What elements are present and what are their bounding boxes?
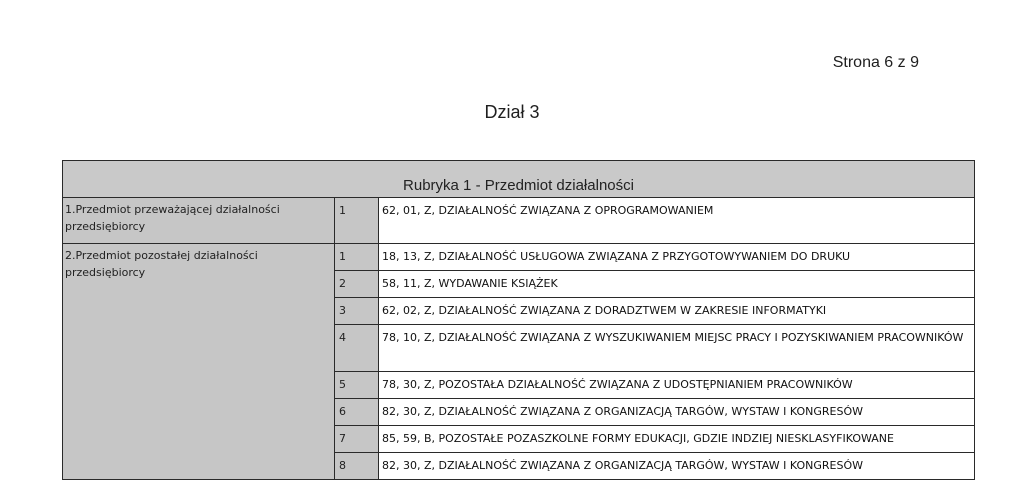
activity-value: 62, 02, Z, DZIAŁALNOŚĆ ZWIĄZANA Z DORADZTWEM W ZAKRESIE INFORMATYKI: [379, 298, 975, 325]
main-activity-label: 1.Przedmiot przeważającej działalności przedsiębiorcy: [63, 198, 335, 244]
page-number: Strona 6 z 9: [832, 54, 919, 71]
activity-value: 78, 10, Z, DZIAŁALNOŚĆ ZWIĄZANA Z WYSZUKIWANIEM MIEJSC PRACY I POZYSKIWANIEM PRACOWNIKÓW: [379, 325, 975, 372]
activity-value: 82, 30, Z, DZIAŁALNOŚĆ ZWIĄZANA Z ORGANIZACJĄ TARGÓW, WYSTAW I KONGRESÓW: [379, 453, 975, 480]
row-number: 1: [335, 244, 379, 271]
row-number: 5: [335, 372, 379, 399]
rubric-header: [63, 161, 975, 198]
activity-value: 82, 30, Z, DZIAŁALNOŚĆ ZWIĄZANA Z ORGANIZACJĄ TARGÓW, WYSTAW I KONGRESÓW: [379, 399, 975, 426]
rubric-title: Rubryka 1 - Przedmiot działalności: [403, 177, 634, 194]
table-row: [63, 244, 975, 271]
activity-value: 58, 11, Z, WYDAWANIE KSIĄŻEK: [379, 271, 975, 298]
row-number: 8: [335, 453, 379, 480]
section-title: Dział 3: [484, 102, 540, 122]
row-number: 7: [335, 426, 379, 453]
other-activities-label: 2.Przedmiot pozostałej działalności przedsiębiorcy: [63, 244, 335, 480]
activity-value: 85, 59, B, POZOSTAŁE POZASZKOLNE FORMY EDUKACJI, GDZIE INDZIEJ NIESKLASYFIKOWANE: [379, 426, 975, 453]
activity-value: 18, 13, Z, DZIAŁALNOŚĆ USŁUGOWA ZWIĄZANA Z PRZYGOTOWYWANIEM DO DRUKU: [379, 244, 975, 271]
activity-value: 62, 01, Z, DZIAŁALNOŚĆ ZWIĄZANA Z OPROGRAMOWANIEM: [379, 198, 975, 244]
activity-value: 78, 30, Z, POZOSTAŁA DZIAŁALNOŚĆ ZWIĄZANA Z UDOSTĘPNIANIEM PRACOWNIKÓW: [379, 372, 975, 399]
row-number: 4: [335, 325, 379, 372]
row-number: 6: [335, 399, 379, 426]
main-activity-row: [63, 198, 975, 244]
activity-table: [62, 160, 975, 480]
row-number: 3: [335, 298, 379, 325]
row-number: 2: [335, 271, 379, 298]
row-number: 1: [335, 198, 379, 244]
